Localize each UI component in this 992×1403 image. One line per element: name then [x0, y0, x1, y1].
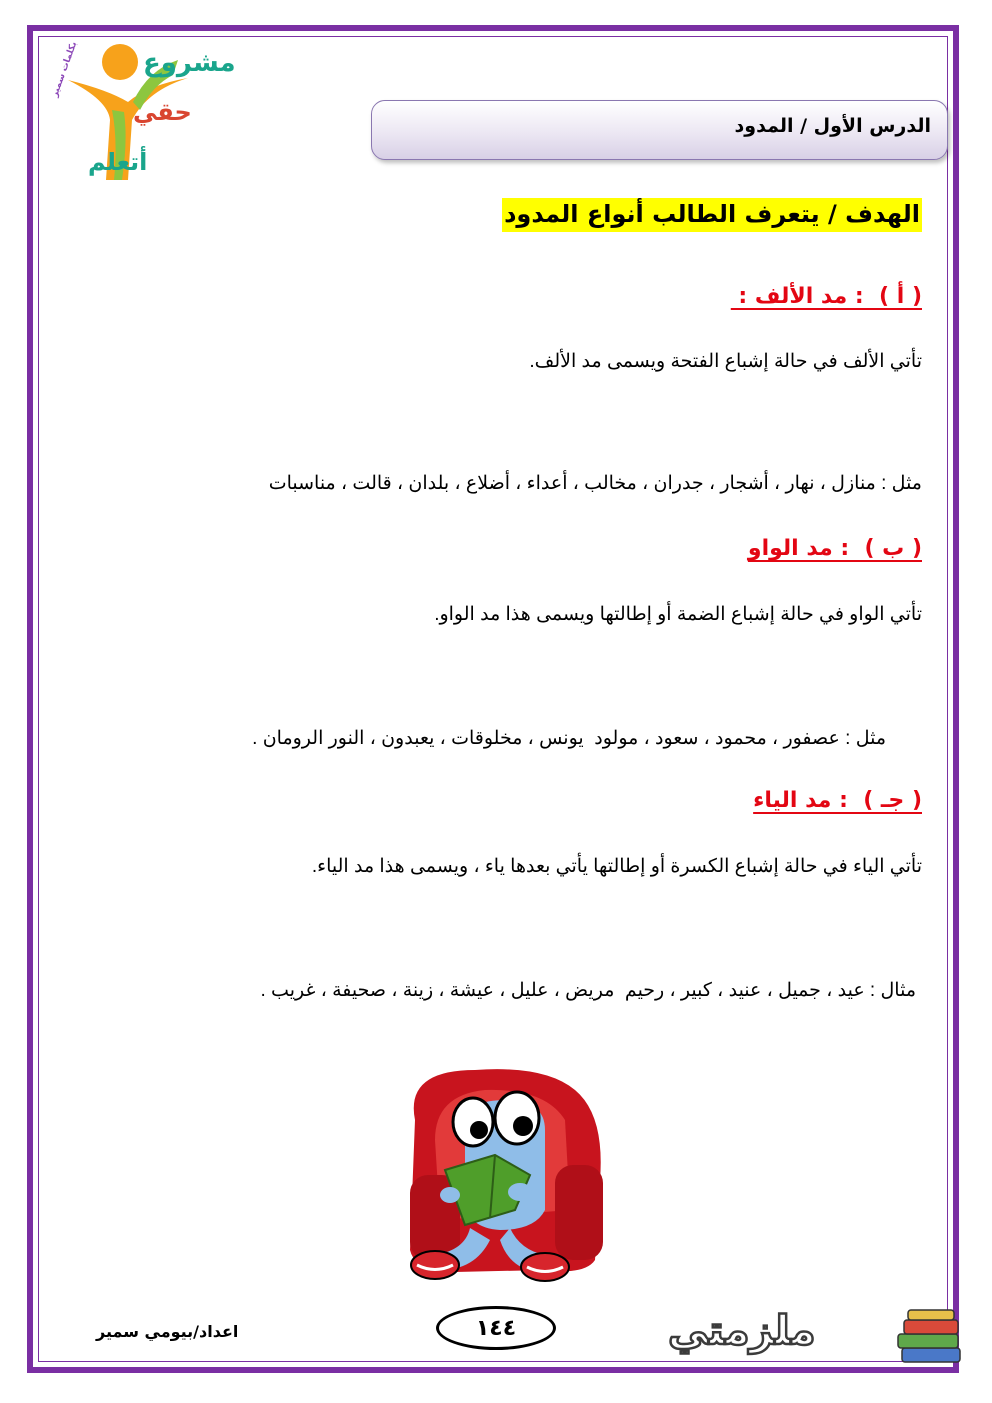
books-stack-icon: [896, 1308, 966, 1370]
page-number: [436, 1306, 556, 1350]
armchair-book-character-icon: [395, 1060, 615, 1290]
reading-book-mascot: [395, 1060, 615, 1290]
section-text-alef: تأتي الألف في حالة إشباع الفتحة ويسمى مد الألف.: [529, 351, 922, 372]
section-example-waw: مثل : عصفور ، محمود ، سعود ، مولود يونس ، مخلوقات ، يعبدون ، النور الرومان .: [252, 728, 886, 749]
lesson-title: الدرس الأول / المدود: [734, 115, 931, 137]
lesson-title-box: [371, 100, 948, 160]
watermark-text: ملزمتي: [668, 1308, 816, 1354]
logo-text-project: مشروع: [143, 48, 236, 78]
section-example-alef: مثل : منازل ، نهار ، أشجار ، جدران ، مخالب ، أعداء ، أضلاع ، بلدان ، قالت ، مناسبات: [268, 473, 922, 494]
author-credit: اعداد/بيومي سمير: [96, 1322, 239, 1341]
section-heading-ya: ( جـ ) : مد الياء: [753, 788, 922, 813]
lesson-goal: الهدف / يتعرف الطالب أنواع المدود: [502, 198, 922, 232]
section-example-ya: مثال : عيد ، جميل ، عنيد ، كبير ، رحيم مريض ، عليل ، عيشة ، زينة ، صحيفة ، غريب .: [260, 980, 916, 1001]
logo-text-right: حقي: [133, 98, 192, 126]
logo-text-learn: أتعلم: [88, 148, 148, 176]
section-text-waw: تأتي الواو في حالة إشباع الضمة أو إطالتها ويسمى هذا مد الواو.: [434, 604, 922, 625]
section-heading-alef: ( أ ) : مد الألف :: [730, 284, 922, 309]
project-logo: [48, 40, 236, 190]
section-text-ya: تأتي الياء في حالة إشباع الكسرة أو إطالتها يأتي بعدها ياء ، ويسمى هذا مد الياء.: [311, 856, 922, 877]
page-number-text: ١٤٤: [475, 1315, 517, 1341]
logo-side-text: بكلمات سمير: [50, 40, 80, 99]
site-watermark: [668, 1300, 968, 1380]
section-heading-waw: ( ب ) : مد الواو: [747, 536, 922, 561]
